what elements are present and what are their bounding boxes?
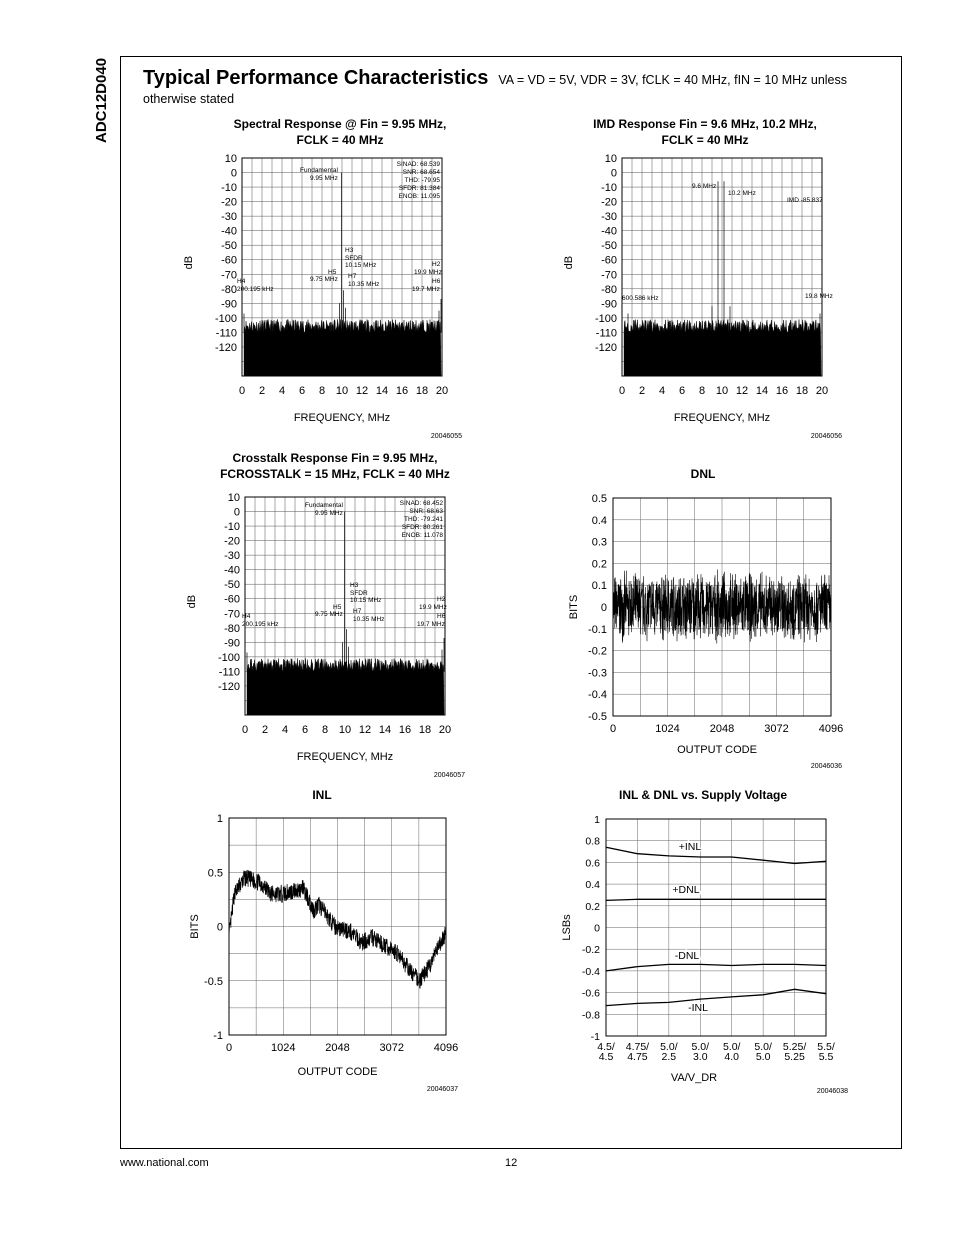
supply-ylabel: LSBs <box>561 914 573 941</box>
spectral-chart <box>170 150 470 440</box>
crosstalk-annotation: 9.95 MHz <box>315 510 343 517</box>
supply-ytick-label: -0.8 <box>581 1009 600 1022</box>
supply-xtick-label-line: 5.25/ <box>782 1041 807 1053</box>
inl-chart <box>180 808 470 1098</box>
dnl-title: DNL <box>690 467 716 481</box>
crosstalk-xtick-label: 10 <box>338 724 352 736</box>
section-heading <box>143 67 847 90</box>
supply-ytick-label: -0.4 <box>581 965 600 978</box>
spectral-title-line1: Spectral Response @ Fin = 9.95 MHz, <box>233 117 447 131</box>
crosstalk-ytick-label: -120 <box>217 680 240 693</box>
spectral-ytick-label: 0 <box>230 167 237 180</box>
crosstalk-ytick-label: -110 <box>218 666 240 679</box>
supply-xtick-label-line: 5.5 <box>818 1051 834 1063</box>
inl-xtick-label: 4096 <box>433 1042 459 1054</box>
spectral-ytick-label: -70 <box>221 269 237 282</box>
inl-figure-number: 20046037 <box>426 1086 458 1093</box>
heading-conditions: VA = VD = 5V, VDR = 3V, fCLK = 40 MHz, fIN = 10 MHz unless <box>498 73 848 87</box>
crosstalk-xtick-label: 18 <box>418 724 432 736</box>
spectral-annotation: H7 <box>348 273 357 280</box>
dnl-ytick-label: -0.2 <box>588 645 607 658</box>
spectral-ytick-label: -30 <box>221 211 237 224</box>
imd-title <box>555 116 855 148</box>
crosstalk-ytick-label: 10 <box>227 492 240 504</box>
imd-xtick-label: 0 <box>618 385 626 397</box>
supply-xtick-label <box>723 1041 741 1063</box>
crosstalk-stat-text: SNR: 68.63 <box>409 508 443 515</box>
imd-annotation: 9.6 MHz <box>692 183 717 190</box>
crosstalk-xlabel: FREQUENCY, MHz <box>296 751 394 763</box>
supply-xtick-label <box>754 1041 772 1063</box>
spectral-annotation: 200.195 kHz <box>237 286 274 293</box>
crosstalk-xtick-label: 8 <box>321 724 329 736</box>
dnl-xtick-label: 0 <box>609 723 617 735</box>
supply-xtick-label-line: 4.5 <box>598 1051 614 1063</box>
crosstalk-ytick-label: -100 <box>217 651 240 664</box>
imd-title-line2: FCLK = 40 MHz <box>661 133 749 147</box>
crosstalk-annotation: 19.9 MHz <box>419 604 447 611</box>
spectral-xtick-label: 2 <box>258 385 266 397</box>
imd-xtick-label: 6 <box>678 385 686 397</box>
inl-ytick-label: 0.5 <box>207 867 223 880</box>
inl-xlabel: OUTPUT CODE <box>297 1066 378 1078</box>
supply-xlabel: VA/V_DR <box>670 1072 718 1084</box>
imd-ytick-label: -70 <box>601 269 617 282</box>
imd-xtick-label: 18 <box>795 385 809 397</box>
supply-chart <box>550 808 860 1098</box>
imd-ylabel: dB <box>563 255 575 270</box>
spectral-xtick-label: 14 <box>375 385 389 397</box>
inl-xtick-label: 2048 <box>325 1042 350 1054</box>
crosstalk-annotation: 10.35 MHz <box>353 616 385 623</box>
supply-series-line <box>606 989 826 1005</box>
imd-ytick-label: -50 <box>601 240 617 253</box>
crosstalk-noise-floor <box>247 658 444 715</box>
crosstalk-xtick-label: 12 <box>358 724 372 736</box>
spectral-xtick-label: 8 <box>318 385 326 397</box>
crosstalk-xtick-label: 6 <box>301 724 309 736</box>
supply-ytick-label: 0.8 <box>585 835 600 848</box>
supply-title: INL & DNL vs. Supply Voltage <box>618 788 788 802</box>
crosstalk-xtick-label: 16 <box>398 724 412 736</box>
supply-xtick-label <box>597 1041 615 1063</box>
imd-xtick-label: 14 <box>755 385 769 397</box>
spectral-xtick-label: 10 <box>335 385 349 397</box>
supply-series-line <box>606 964 826 971</box>
crosstalk-ylabel: dB <box>186 594 198 609</box>
crosstalk-title <box>170 450 500 482</box>
spectral-xlabel: FREQUENCY, MHz <box>293 412 391 424</box>
spectral-title-line2: FCLK = 40 MHz <box>296 133 384 147</box>
inl-ytick-label: 1 <box>216 813 223 825</box>
spectral-annotation: H3 <box>345 247 354 254</box>
imd-annotation: 10.2 MHz <box>728 190 756 197</box>
spectral-ytick-label: -40 <box>221 225 237 238</box>
supply-ytick-label: 0.4 <box>585 879 600 892</box>
supply-xtick-label-line: 5.0/ <box>754 1041 772 1053</box>
crosstalk-ytick-label: -70 <box>224 608 240 621</box>
spectral-stat-text: SINAD: 68.539 <box>396 161 440 168</box>
dnl-ytick-label: 0.5 <box>591 493 607 505</box>
crosstalk-stat-text: SINAD: 68.452 <box>399 500 443 507</box>
dnl-xtick-label: 1024 <box>655 723 680 735</box>
spectral-ytick-label: -80 <box>221 283 237 296</box>
crosstalk-xtick-label: 14 <box>378 724 392 736</box>
inl-ytick-label: -0.5 <box>204 975 223 988</box>
dnl-xtick-label: 4096 <box>818 723 844 735</box>
crosstalk-annotation: 200.195 kHz <box>242 621 279 628</box>
dnl-xtick-label: 3072 <box>764 723 789 735</box>
inl-xtick-label: 1024 <box>271 1042 296 1054</box>
crosstalk-title-line2: FCROSSTALK = 15 MHz, FCLK = 40 MHz <box>220 467 450 481</box>
imd-ytick-label: -110 <box>595 327 617 340</box>
supply-xtick-label <box>783 1041 806 1063</box>
spectral-annotation: Fundamental <box>300 167 338 174</box>
crosstalk-annotation: H2 <box>437 596 446 603</box>
crosstalk-ytick-label: -30 <box>224 550 240 563</box>
dnl-ytick-label: -0.3 <box>588 667 607 680</box>
supply-xtick-label-line: 5.0 <box>755 1051 771 1063</box>
imd-ytick-label: 10 <box>604 153 617 165</box>
spectral-annotation: H4 <box>237 278 246 285</box>
supply-ytick-label: 1 <box>594 814 600 826</box>
imd-ytick-label: -20 <box>601 196 617 209</box>
imd-ytick-label: -10 <box>601 182 617 195</box>
supply-series-line <box>606 847 826 863</box>
crosstalk-title-line1: Crosstalk Response Fin = 9.95 MHz, <box>232 451 438 465</box>
supply-ytick-label: 0 <box>594 922 600 935</box>
dnl-ytick-label: -0.5 <box>588 711 607 723</box>
crosstalk-ytick-label: -90 <box>224 637 240 650</box>
dnl-xtick-label: 2048 <box>709 723 735 735</box>
imd-xtick-label: 10 <box>715 385 729 397</box>
heading-conditions-cont: otherwise stated <box>143 92 235 106</box>
spectral-annotation: 10.15 MHz <box>345 262 377 269</box>
crosstalk-ytick-label: -50 <box>224 579 240 592</box>
imd-ytick-label: -80 <box>601 283 617 296</box>
spectral-stat-text: SNR: 68.654 <box>402 169 440 176</box>
spectral-xtick-label: 18 <box>415 385 429 397</box>
inl-title: INL <box>312 788 332 802</box>
spectral-annotation: 10.35 MHz <box>348 281 380 288</box>
imd-xtick-label: 20 <box>815 385 829 397</box>
crosstalk-xtick-label: 2 <box>261 724 269 736</box>
spectral-annotation: H2 <box>432 261 441 268</box>
imd-noise-floor <box>624 319 821 376</box>
crosstalk-ytick-label: -60 <box>224 593 240 606</box>
crosstalk-ytick-label: 0 <box>233 506 240 519</box>
crosstalk-annotation: Fundamental <box>305 502 343 509</box>
inl-ytick-label: -1 <box>213 1030 223 1042</box>
spectral-annotation: 9.75 MHz <box>310 276 338 283</box>
spectral-xtick-label: 4 <box>278 385 286 397</box>
supply-xtick-label <box>692 1041 710 1063</box>
imd-xtick-label: 12 <box>735 385 749 397</box>
side-part-number <box>80 55 120 145</box>
heading-title: Typical Performance Characteristics <box>143 67 489 89</box>
inl-ytick-label: 0 <box>216 921 223 934</box>
dnl-ytick-label: 0.3 <box>591 536 607 549</box>
supply-xtick-label-line: 4.75/ <box>625 1041 650 1053</box>
spectral-ytick-label: -50 <box>221 240 237 253</box>
supply-xtick-label-line: 5.0/ <box>722 1041 741 1053</box>
imd-figure-number: 20046056 <box>810 433 842 440</box>
supply-series-line <box>606 899 826 900</box>
supply-xtick-label-line: 5.5/ <box>817 1041 835 1053</box>
inl-xtick-label: 3072 <box>379 1042 404 1054</box>
spectral-annotation: H6 <box>432 278 441 285</box>
side-part-number-text: ADC12D040 <box>93 57 110 143</box>
inl-xtick-label: 0 <box>225 1042 233 1054</box>
supply-xtick-label-line: 3.0 <box>692 1051 708 1063</box>
crosstalk-annotation: 9.75 MHz <box>315 611 343 618</box>
crosstalk-stat-text: ENOB: 11.078 <box>401 532 443 539</box>
spectral-stat-text: SFDR: 81.384 <box>398 185 440 192</box>
crosstalk-ytick-label: -20 <box>224 535 240 548</box>
spectral-ytick-label: -100 <box>214 312 237 325</box>
crosstalk-stat-text: SFDR: 80.261 <box>401 524 443 531</box>
supply-series-label: +INL <box>678 841 702 853</box>
imd-chart <box>550 150 850 440</box>
inl-ylabel: BITS <box>189 914 201 939</box>
dnl-ytick-label: -0.1 <box>588 623 607 636</box>
spectral-xtick-label: 16 <box>395 385 409 397</box>
supply-xtick-label <box>817 1041 835 1063</box>
crosstalk-annotation: 19.7 MHz <box>417 621 445 628</box>
crosstalk-xtick-label: 4 <box>281 724 289 736</box>
dnl-ytick-label: 0.4 <box>591 514 607 527</box>
spectral-ytick-label: -60 <box>221 254 237 267</box>
imd-annotation: 19.8 MHz <box>805 293 833 300</box>
imd-ytick-label: -40 <box>601 225 617 238</box>
crosstalk-annotation: H4 <box>242 613 251 620</box>
crosstalk-ytick-label: -80 <box>224 622 240 635</box>
crosstalk-annotation: H3 <box>350 582 359 589</box>
imd-ytick-label: -100 <box>594 312 617 325</box>
imd-ytick-label: -60 <box>601 254 617 267</box>
supply-ytick-label: 0.6 <box>585 857 600 870</box>
crosstalk-annotation: SFDR <box>350 590 368 597</box>
spectral-annotation: H5 <box>328 269 337 276</box>
spectral-stat-text: ENOB: 11.095 <box>398 193 440 200</box>
dnl-ytick-label: 0 <box>600 602 607 614</box>
imd-xlabel: FREQUENCY, MHz <box>673 412 771 424</box>
imd-annotation: IMD -85.837 <box>787 197 823 204</box>
dnl-ytick-label: 0.2 <box>591 558 607 571</box>
imd-annotation: 600.586 kHz <box>622 295 659 302</box>
dnl-chart <box>555 485 855 775</box>
crosstalk-xtick-label: 0 <box>241 724 249 736</box>
supply-figure-number: 20046038 <box>816 1088 848 1095</box>
spectral-annotation: 19.9 MHz <box>414 269 442 276</box>
spectral-noise-floor <box>244 319 441 376</box>
spectral-ytick-label: 10 <box>224 153 237 165</box>
imd-title-line1: IMD Response Fin = 9.6 MHz, 10.2 MHz, <box>593 117 817 131</box>
spectral-ytick-label: -20 <box>221 196 237 209</box>
supply-ytick-label: 0.2 <box>585 900 600 913</box>
spectral-annotation: 9.95 MHz <box>310 175 338 182</box>
imd-ytick-label: -90 <box>601 298 617 311</box>
crosstalk-annotation: H6 <box>437 613 446 620</box>
crosstalk-ytick-label: -10 <box>224 521 240 534</box>
supply-xtick-label-line: 5.0/ <box>660 1041 678 1053</box>
supply-xtick-label-line: 5.0/ <box>691 1041 710 1053</box>
supply-xtick-label-line: 4.5/ <box>597 1041 615 1053</box>
supply-ytick-label: -0.6 <box>581 987 600 1000</box>
spectral-ytick-label: -90 <box>221 298 237 311</box>
supply-ytick-label: -1 <box>590 1031 600 1043</box>
spectral-annotation: SFDR <box>345 255 363 262</box>
spectral-title <box>180 116 500 148</box>
supply-series-label: -INL <box>688 1002 708 1014</box>
supply-series-label: -DNL <box>674 950 700 962</box>
supply-xtick-label-line: 5.25 <box>784 1051 805 1063</box>
footer-website: www.national.com <box>120 1157 209 1169</box>
spectral-xtick-label: 12 <box>355 385 369 397</box>
crosstalk-chart <box>175 485 475 780</box>
spectral-figure-number: 20046055 <box>430 433 462 440</box>
spectral-annotation: 19.7 MHz <box>412 286 440 293</box>
supply-ytick-label: -0.2 <box>581 944 600 957</box>
spectral-ytick-label: -110 <box>215 327 237 340</box>
crosstalk-figure-number: 20046057 <box>433 772 465 779</box>
imd-xtick-label: 4 <box>658 385 666 397</box>
spectral-xtick-label: 6 <box>298 385 306 397</box>
spectral-ylabel: dB <box>183 255 195 270</box>
spectral-xtick-label: 0 <box>238 385 246 397</box>
dnl-ytick-label: -0.4 <box>588 689 607 702</box>
imd-xtick-label: 2 <box>638 385 646 397</box>
crosstalk-annotation: H5 <box>333 604 342 611</box>
supply-xtick-label <box>626 1041 649 1063</box>
supply-xtick-label-line: 4.75 <box>627 1051 648 1063</box>
imd-xtick-label: 16 <box>775 385 789 397</box>
crosstalk-stat-text: THD: -79.241 <box>403 516 443 523</box>
dnl-xlabel: OUTPUT CODE <box>677 744 757 756</box>
dnl-ytick-label: 0.1 <box>591 580 607 593</box>
imd-ytick-label: -30 <box>601 211 617 224</box>
spectral-ytick-label: -10 <box>221 182 237 195</box>
dnl-ylabel: BITS <box>568 594 580 620</box>
spectral-ytick-label: -120 <box>214 341 237 354</box>
supply-xtick-label <box>660 1041 678 1063</box>
imd-xtick-label: 8 <box>698 385 706 397</box>
crosstalk-annotation: 10.15 MHz <box>350 597 382 604</box>
imd-ytick-label: 0 <box>610 167 617 180</box>
spectral-xtick-label: 20 <box>435 385 449 397</box>
imd-ytick-label: -120 <box>594 341 617 354</box>
spectral-stat-text: THD: -79.95 <box>404 177 440 184</box>
supply-series-label: +DNL <box>672 884 700 896</box>
crosstalk-ytick-label: -40 <box>224 564 240 577</box>
footer-page-number: 12 <box>505 1157 518 1169</box>
crosstalk-xtick-label: 20 <box>438 724 452 736</box>
crosstalk-annotation: H7 <box>353 608 362 615</box>
dnl-figure-number: 20046036 <box>810 763 842 770</box>
supply-xtick-label-line: 4.0 <box>724 1051 740 1063</box>
supply-xtick-label-line: 2.5 <box>661 1051 677 1063</box>
